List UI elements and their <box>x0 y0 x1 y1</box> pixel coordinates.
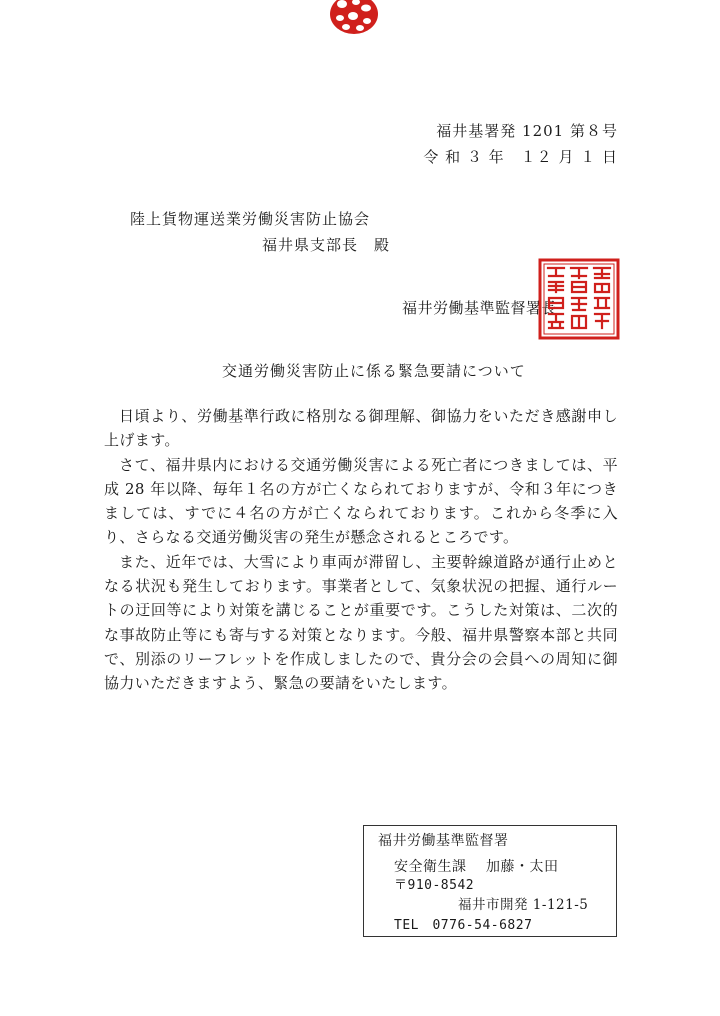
sender-name: 福井労働基準監督署長 <box>402 299 558 317</box>
body-paragraph: また、近年では、大雪により車両が滞留し、主要幹線道路が通行止めとなる状況も発生しております。事業者として、気象状況の把握、通行ルートの迂回等により対策を講じることが重要です。こうした対策は、二次的な事故防止等にも寄与する対策となります。今般、福井県警察本部と共同で、別添のリーフレットを作成しましたので、貴分会の会員への周知に御協力いただきますよう、緊急の要請をいたします。 <box>104 552 618 693</box>
top-seal-stamp <box>326 0 382 38</box>
document-number: 福井基署発 1201 第８号 <box>436 122 618 140</box>
contact-address: 福井市開発 1-121-5 <box>458 897 589 913</box>
contact-postal-code: 〒910-8542 <box>394 878 475 893</box>
official-seal-stamp <box>538 258 620 340</box>
contact-telephone: TEL 0776-54-6827 <box>394 918 533 933</box>
contact-box <box>363 825 617 937</box>
addressee-organization: 陸上貨物運送業労働災害防止協会 <box>130 210 371 228</box>
body-paragraph: 日頃より、労働基準行政に格別なる御理解、御協力をいただき感謝申し上げます。 <box>104 407 618 450</box>
letter-body <box>104 404 618 696</box>
body-paragraph: さて、福井県内における交通労働災害による死亡者につきましては、平成 28 年以降、毎年１名の方が亡くなられておりますが、令和３年につきましては、すでに４名の方が亡くなられております。これから冬季に入り、さらなる交通労働災害の発生が懸念されるところです。 <box>104 455 618 547</box>
document-date: 令 和 ３ 年 １２ 月 １ 日 <box>423 148 618 166</box>
addressee-branch: 福井県支部長 殿 <box>262 236 391 254</box>
contact-office: 福井労働基準監督署 <box>378 833 509 849</box>
letter-subject: 交通労働災害防止に係る緊急要請について <box>222 362 526 380</box>
contact-section: 安全衛生課 加藤・太田 <box>394 859 559 875</box>
